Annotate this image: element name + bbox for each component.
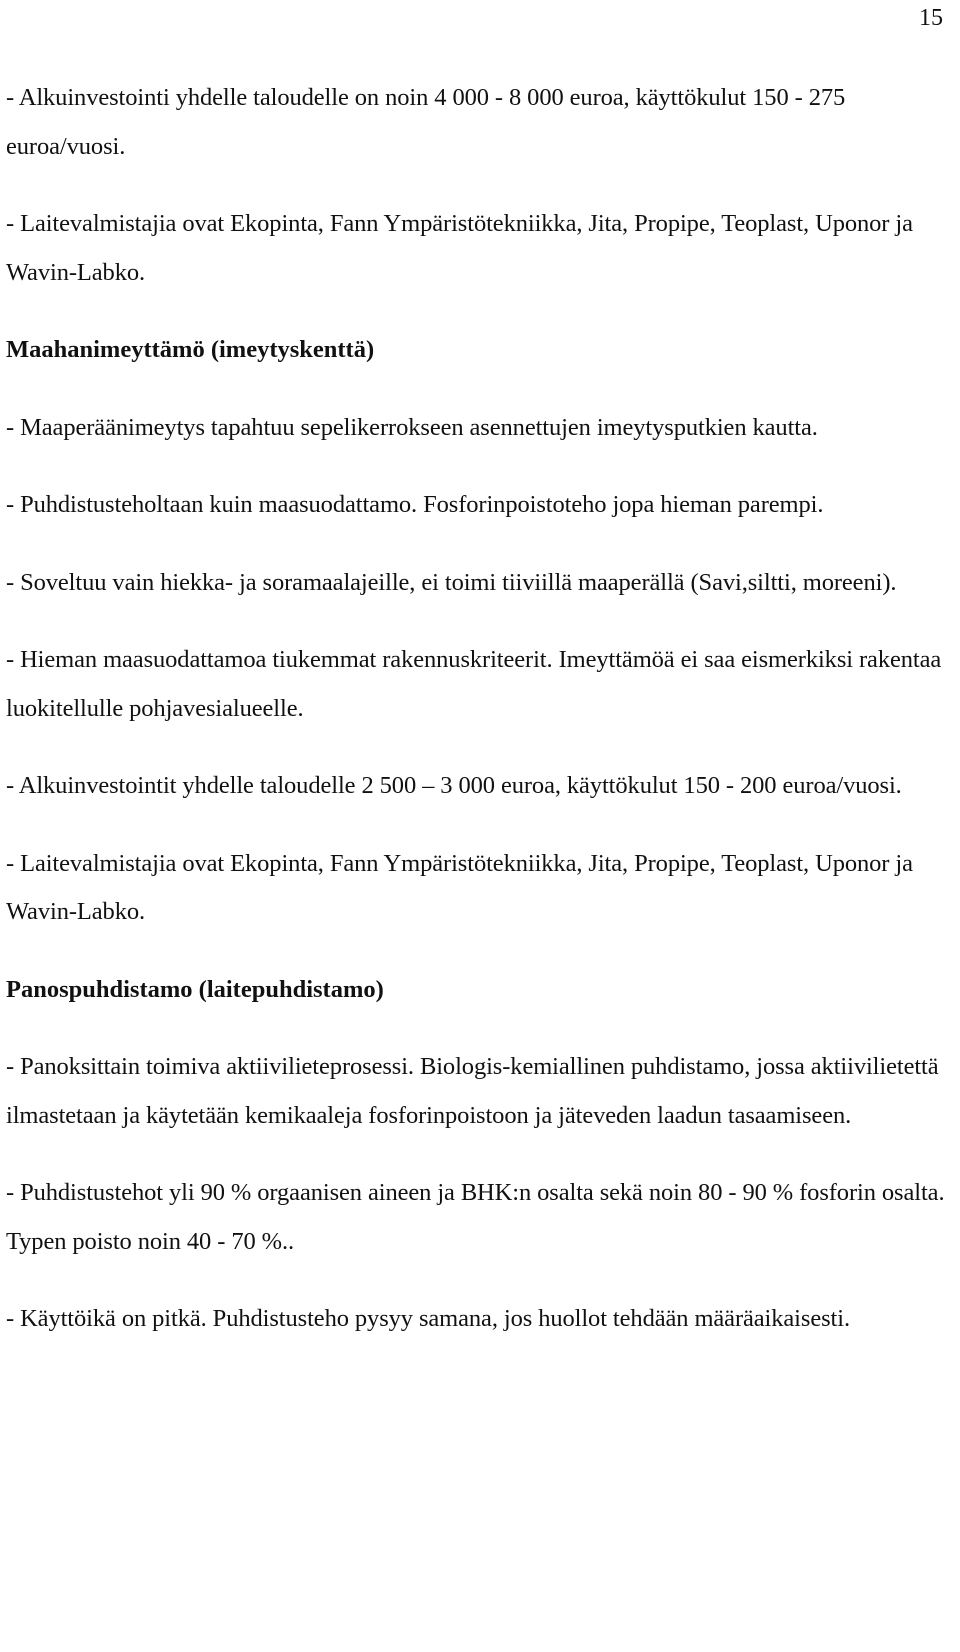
paragraph-manufacturers-2: - Laitevalmistajia ovat Ekopinta, Fann Ympäristötekniikka, Jita, Propipe, Teoplast, Uponor ja Wavin-Labko.	[6, 849, 913, 925]
paragraph-cleaning-efficiency: - Puhdistusteholtaan kuin maasuodattamo. Fosforinpoistoteho jopa hieman parempi.	[6, 491, 824, 518]
section-heading-infiltration-field: Maahanimeyttämö (imeytyskenttä)	[6, 336, 375, 363]
section-heading-batch-plant: Panospuhdistamo (laitepuhdistamo)	[6, 975, 384, 1003]
paragraph-initial-investment: - Alkuinvestointi yhdelle taloudelle on noin 4 000 - 8 000 euroa, käyttökulut 150 - 275 euroa/vuosi.	[6, 84, 846, 160]
paragraph-soil-suitability: - Soveltuu vain hiekka- ja soramaalajeille, ei toimi tiiviillä maaperällä (Savi,siltti, moreeni).	[6, 568, 897, 596]
paragraph-cleaning-rates: - Puhdistustehot yli 90 % orgaanisen aineen ja BHK:n osalta sekä noin 80 - 90 % fosforin osalta. Typen poisto noin 40 - 70 %..	[6, 1179, 945, 1255]
paragraph-service-life: - Käyttöikä on pitkä. Puhdistusteho pysyy samana, jos huollot tehdään määräaikaisesti.	[6, 1305, 850, 1332]
paragraph-infiltration-cost: - Alkuinvestointit yhdelle taloudelle 2 500 – 3 000 euroa, käyttökulut 150 - 200 euroa/vuosi.	[6, 772, 902, 799]
paragraph-soil-infiltration: - Maaperäänimeytys tapahtuu sepelikerrokseen asennettujen imeytysputkien kautta.	[6, 413, 818, 441]
page-number: 15	[919, 5, 943, 31]
document-body	[6, 74, 951, 1373]
paragraph-building-criteria: - Hieman maasuodattamoa tiukemmat rakennuskriteerit. Imeyttämöä ei saa eismerkiksi rakentaa luokitellulle pohjavesialueelle.	[6, 646, 942, 722]
paragraph-activated-sludge: - Panoksittain toimiva aktiivilieteprosessi. Biologis-kemiallinen puhdistamo, jossa aktiivilietettä ilmastetaan ja käytetään kemikaaleja fosforinpoistoon ja jäteveden laadun tasaamiseen.	[6, 1053, 939, 1129]
paragraph-manufacturers: - Laitevalmistajia ovat Ekopinta, Fann Ympäristötekniikka, Jita, Propipe, Teoplast, Uponor ja Wavin-Labko.	[6, 210, 913, 286]
